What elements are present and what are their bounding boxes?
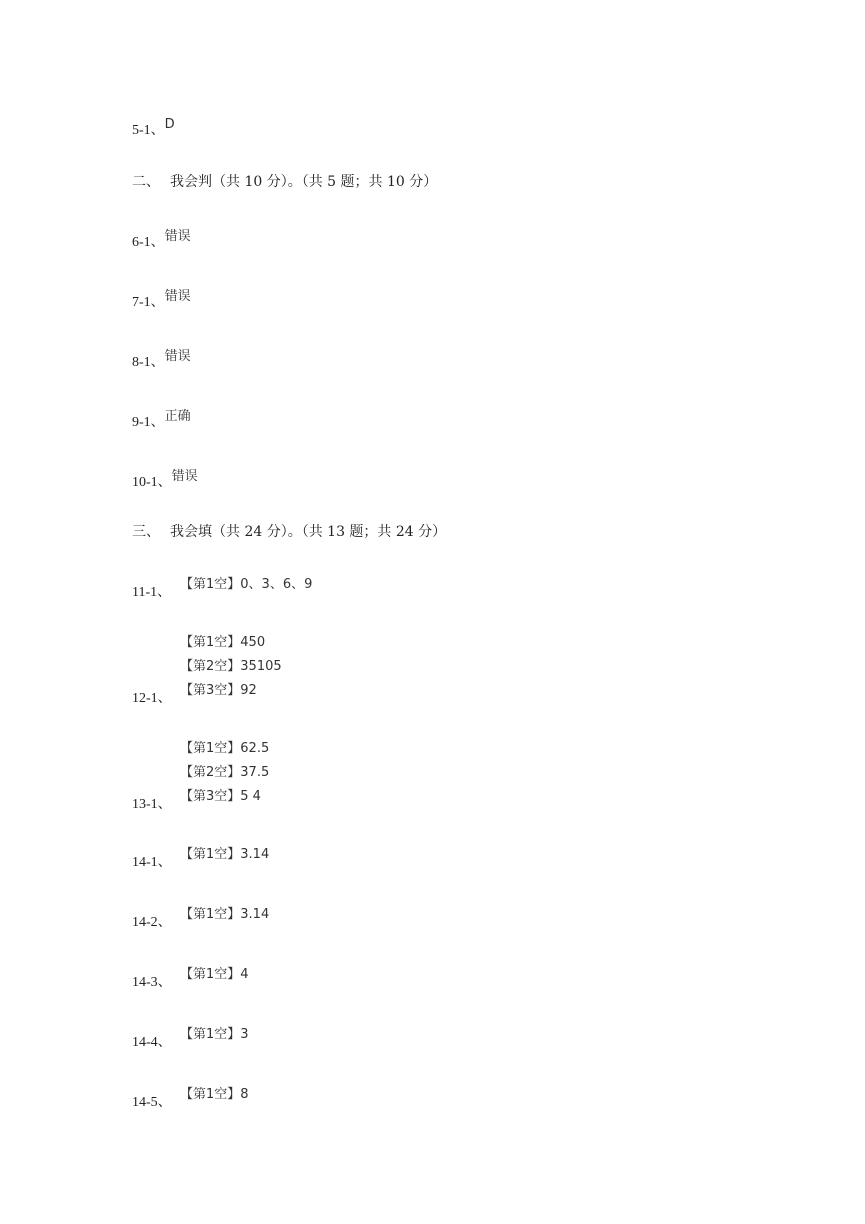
blank-answer xyxy=(180,740,269,758)
answer-row-10-1 xyxy=(132,469,198,493)
question-number: 14-5、 xyxy=(132,1095,172,1110)
blank-value: 4 xyxy=(240,967,249,982)
blank-answer xyxy=(180,682,257,700)
blank-answer xyxy=(180,764,269,782)
blank-value: 3.14 xyxy=(240,907,270,922)
blank-tag: 【第3空】 xyxy=(180,789,241,804)
blank-answer xyxy=(180,634,265,652)
question-number: 11-1、 xyxy=(132,585,172,600)
question-number: 6-1、 xyxy=(132,235,165,250)
answer-value: 错误 xyxy=(171,469,198,484)
answer-row-14-4 xyxy=(132,1032,172,1053)
question-number: 7-1、 xyxy=(132,295,165,310)
blank-answer xyxy=(180,1026,249,1044)
blank-value: 92 xyxy=(240,683,257,698)
answer-value: 错误 xyxy=(164,349,191,364)
blank-answer xyxy=(180,788,261,806)
answer-row-14-3 xyxy=(132,972,172,993)
question-number: 14-1、 xyxy=(132,855,172,870)
answer-row-13-1 xyxy=(132,794,172,815)
blank-answer xyxy=(180,658,282,676)
question-number: 13-1、 xyxy=(132,797,172,812)
answer-row-9-1 xyxy=(132,409,191,433)
blank-tag: 【第1空】 xyxy=(180,907,241,922)
blank-tag: 【第1空】 xyxy=(180,741,241,756)
blank-tag: 【第1空】 xyxy=(180,635,241,650)
section-index: 二、 xyxy=(132,174,160,190)
blank-value: 0、3、6、9 xyxy=(240,577,313,592)
question-number: 12-1、 xyxy=(132,691,172,706)
blank-value: 5 4 xyxy=(240,789,261,804)
blank-value: 3 xyxy=(240,1027,249,1042)
blank-tag: 【第3空】 xyxy=(180,683,241,698)
answer-value: D xyxy=(164,117,175,132)
blank-value: 3.14 xyxy=(240,847,270,862)
blank-tag: 【第1空】 xyxy=(180,1027,241,1042)
blank-value: 37.5 xyxy=(240,765,270,780)
blank-value: 62.5 xyxy=(240,741,270,756)
blank-tag: 【第2空】 xyxy=(180,765,241,780)
answer-row-8-1 xyxy=(132,349,191,373)
blank-tag: 【第1空】 xyxy=(180,1087,241,1102)
blank-answer xyxy=(180,846,269,864)
blank-value: 450 xyxy=(240,635,266,650)
question-number: 14-3、 xyxy=(132,975,172,990)
section-index: 三、 xyxy=(132,524,160,540)
question-number: 14-2、 xyxy=(132,915,172,930)
blank-value: 35105 xyxy=(240,659,282,674)
question-number: 8-1、 xyxy=(132,355,165,370)
blank-answer xyxy=(180,966,249,984)
answer-row-11-1 xyxy=(132,582,171,603)
blank-tag: 【第1空】 xyxy=(180,847,241,862)
answer-row-14-1 xyxy=(132,852,172,873)
answer-row-6-1 xyxy=(132,229,191,253)
answer-row-7-1 xyxy=(132,289,191,313)
blank-tag: 【第1空】 xyxy=(180,967,241,982)
answer-value: 错误 xyxy=(164,229,191,244)
question-number: 10-1、 xyxy=(132,475,172,490)
answer-row-14-5 xyxy=(132,1092,172,1113)
blank-tag: 【第1空】 xyxy=(180,577,241,592)
section-title: 我会判（共 10 分）。（共 5 题；共 10 分） xyxy=(170,174,438,190)
answer-value: 正确 xyxy=(164,409,191,424)
question-number: 14-4、 xyxy=(132,1035,172,1050)
answer-value: 错误 xyxy=(164,289,191,304)
answer-row-14-2 xyxy=(132,912,172,933)
section-heading-3 xyxy=(132,522,446,542)
blank-answer xyxy=(180,1086,249,1104)
section-heading-2 xyxy=(132,172,437,192)
section-title: 我会填（共 24 分）。（共 13 题；共 24 分） xyxy=(170,524,447,540)
question-number: 5-1、 xyxy=(132,123,165,138)
answer-row-12-1 xyxy=(132,688,172,709)
blank-tag: 【第2空】 xyxy=(180,659,241,674)
blank-value: 8 xyxy=(240,1087,249,1102)
blank-answer xyxy=(180,906,269,924)
question-number: 9-1、 xyxy=(132,415,165,430)
blank-answer xyxy=(180,576,312,594)
answer-row-5-1 xyxy=(132,117,175,141)
